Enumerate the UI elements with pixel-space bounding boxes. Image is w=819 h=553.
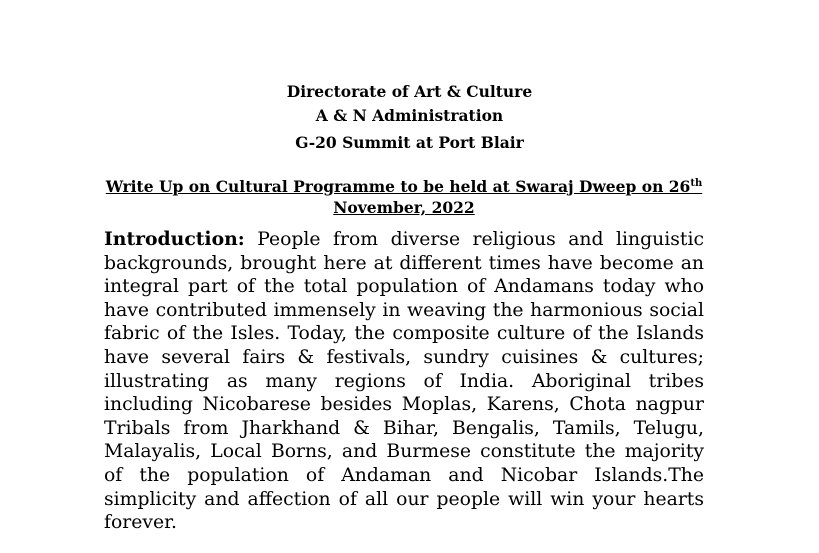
document-subject (104, 176, 704, 218)
header-directorate: Directorate of Art & Culture (286, 82, 533, 101)
introduction-paragraph (104, 228, 704, 535)
header-summit: G-20 Summit at Port Blair (295, 133, 524, 152)
header-administration: A & N Administration (315, 106, 504, 125)
document-header (0, 80, 819, 155)
introduction-body: People from diverse religious and linguistic backgrounds, brought here at different times have become an integral part of the total population of Andamans today who have contributed immensely in weaving the harmonious social fabric of the Isles. Today, the composite culture of the Islands have several fairs & festivals, sundry cuisines & cultures; illustrating as many regions of India. Aboriginal tribes including Nicobarese besides Moplas, Karens, Chota nagpur Tribals from Jharkhand & Bihar, Bengalis, Tamils, Telugu, Malayalis, Local Borns, and Burmese constitute the majority of the population of Andaman and Nicobar Islands.The simplicity and affection of all our people will win your hearts forever. (104, 229, 704, 534)
subject-ordinal: th (690, 177, 703, 189)
subject-text: Write Up on Cultural Programme to be held at Swaraj Dweep on 26 (105, 177, 691, 196)
introduction-label: Introduction: (104, 228, 245, 250)
subject-date: November, 2022 (333, 198, 475, 217)
